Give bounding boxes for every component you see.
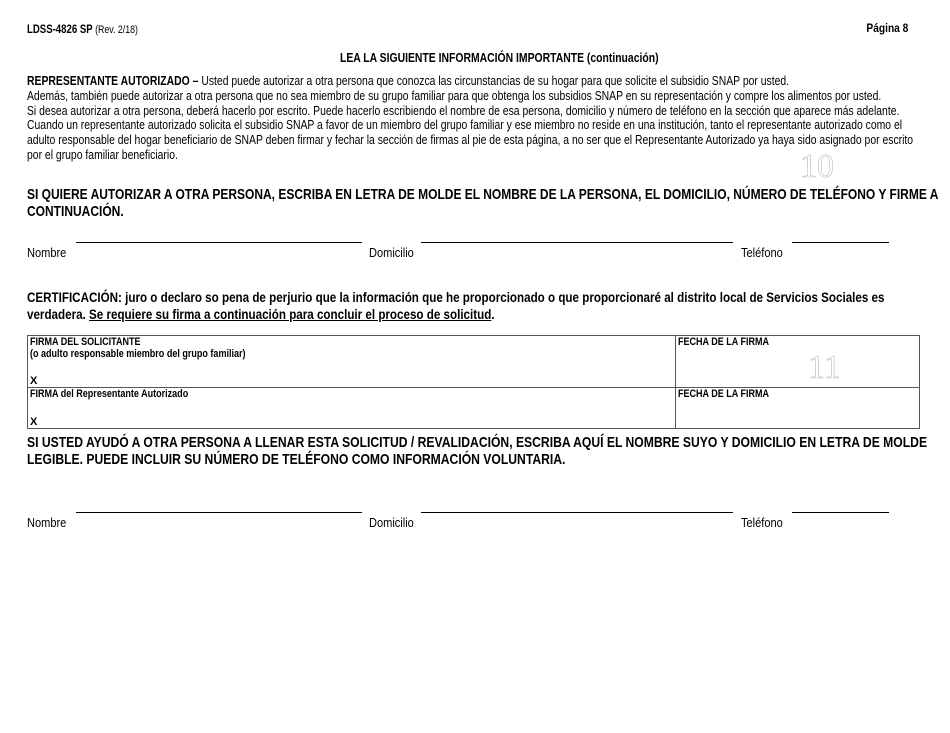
applicant-signature-field[interactable] — [28, 336, 676, 388]
para-line: por el grupo familiar beneficiario. — [27, 146, 178, 162]
certification-line: CERTIFICACIÓN: juro o declaro so pena de perjurio que la información que he proporcionado o que proporcionaré al distrito local de Servicios Sociales es — [27, 289, 885, 305]
para-line: Además, también puede autorizar a otra persona que no sea miembro de su grupo familiar para que obtenga los subsidios SNAP en su representación y compre los alimentos por usted. — [27, 87, 882, 103]
authorized-person-fields — [27, 245, 889, 261]
heading-line: SI QUIERE AUTORIZAR A OTRA PERSONA, ESCRIBA EN LETRA DE MOLDE EL NOMBRE DE LA PERSONA, EL DOMICILIO, NÚMERO DE TELÉFONO Y FIRME A — [27, 186, 939, 203]
certification-text: verdadera. — [27, 306, 90, 322]
page-title: LEA LA SIGUIENTE INFORMACIÓN IMPORTANTE (continuación) — [340, 50, 659, 65]
name-label: Nombre — [27, 515, 67, 530]
address-label: Domicilio — [369, 515, 414, 530]
phone-label: Teléfono — [741, 515, 783, 530]
certification — [27, 289, 884, 323]
para-line: Cuando un representante autorizado solicita el subsidio SNAP a favor de un miembro del grupo familiar y ese miembro no reside en una institución, tanto el representante autorizado como el — [27, 117, 903, 133]
helper-heading — [27, 434, 927, 468]
heading-line: CONTINUACIÓN. — [27, 203, 124, 220]
heading-line: SI USTED AYUDÓ A OTRA PERSONA A LLENAR ESTA SOLICITUD / REVALIDACIÓN, ESCRIBA AQUÍ EL NOMBRE SUYO Y DOMICILIO EN LETRA DE MOLDE — [27, 434, 928, 451]
applicant-signature-label: FIRMA DEL SOLICITANTE — [30, 336, 141, 348]
date-label: FECHA DE LA FIRMA — [678, 388, 770, 400]
address-label: Domicilio — [369, 245, 414, 260]
signature-table — [27, 335, 920, 429]
para-line: adulto responsable del hogar beneficiario de SNAP deben firmar y fechar la sección de firmas al pie de esta página, a no ser que el Representante Autorizado ya haya sido asignado por escrito — [27, 132, 914, 148]
authorize-heading — [27, 186, 938, 220]
authorized-rep-paragraph — [27, 74, 931, 163]
watermark-11: 11 — [808, 349, 841, 386]
signature-required-note: Se requiere su firma a continuación para concluir el proceso de solicitud — [89, 306, 492, 322]
para-line: Si desea autorizar a otra persona, deberá hacerlo por escrito. Puede hacerlo escribiendo el nombre de esa persona, domicilio y número de teléfono en la sección que aparece más adelante. — [27, 102, 900, 118]
applicant-signature-sublabel: (o adulto responsable miembro del grupo familiar) — [30, 348, 246, 360]
helper-fields — [27, 515, 889, 531]
applicant-date-field[interactable] — [676, 336, 920, 388]
date-label: FECHA DE LA FIRMA — [678, 336, 770, 348]
rep-signature-label: FIRMA del Representante Autorizado — [30, 388, 189, 400]
phone-label: Teléfono — [741, 245, 783, 260]
form-number: LDSS-4826 SP — [27, 22, 93, 36]
rep-date-field[interactable] — [676, 388, 920, 429]
certification-text: . — [491, 306, 495, 322]
name-label: Nombre — [27, 245, 67, 260]
signature-x-mark: X — [30, 375, 38, 387]
heading-line: LEGIBLE. PUEDE INCLUIR SU NÚMERO DE TELÉFONO COMO INFORMACIÓN VOLUNTARIA. — [27, 451, 566, 468]
signature-x-mark: X — [30, 416, 38, 428]
form-revision: (Rev. 2/18) — [95, 24, 138, 36]
form-id — [27, 22, 138, 36]
para-line: Usted puede autorizar a otra persona que conozca las circunstancias de su hogar para que solicite el subsidio SNAP por usted. — [198, 73, 790, 88]
rep-signature-field[interactable] — [28, 388, 676, 429]
authorized-rep-heading: REPRESENTANTE AUTORIZADO – — [27, 73, 199, 88]
watermark-10: 10 — [800, 148, 834, 185]
page-number: Página 8 — [866, 21, 908, 35]
